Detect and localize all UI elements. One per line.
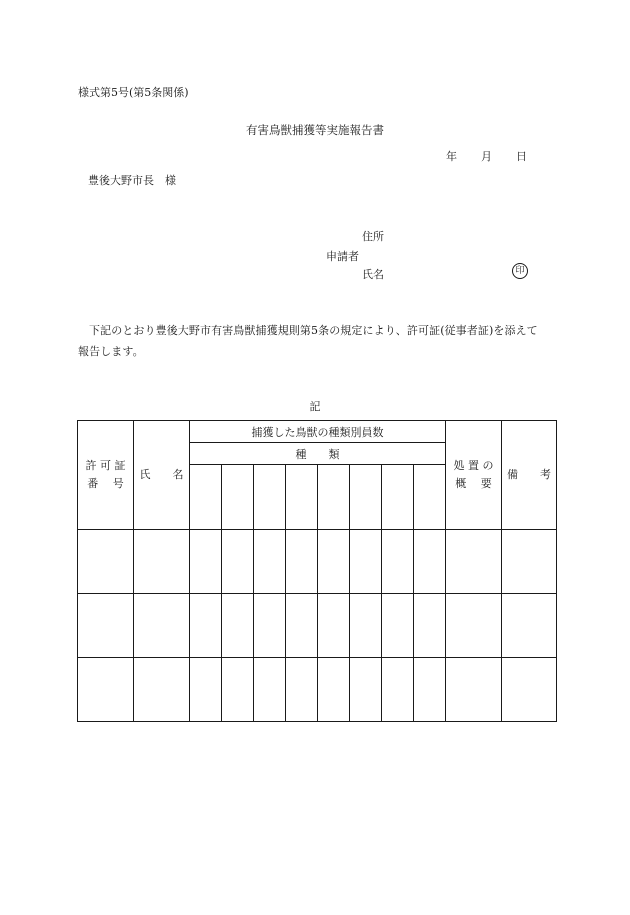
cell-count[interactable] <box>222 594 254 658</box>
date-month: 月 <box>481 150 492 163</box>
seal-mark: 印 <box>512 263 528 279</box>
cell-permit-number[interactable] <box>78 658 134 722</box>
cell-count[interactable] <box>414 658 446 722</box>
cell-count[interactable] <box>190 530 222 594</box>
header-permit-line2: 番 号 <box>87 477 124 490</box>
header-remarks: 備 考 <box>502 421 557 530</box>
cell-count[interactable] <box>318 658 350 722</box>
cell-count[interactable] <box>190 594 222 658</box>
header-name: 氏 名 <box>134 421 190 530</box>
cell-count[interactable] <box>254 658 286 722</box>
species-cell[interactable] <box>190 465 222 530</box>
species-cell[interactable] <box>350 465 382 530</box>
date-day: 日 <box>516 150 527 163</box>
cell-remarks[interactable] <box>502 530 557 594</box>
body-text: 下記のとおり豊後大野市有害鳥獣捕獲規則第5条の規定により、許可証(従事者証)を添えて報告します。 <box>78 324 538 358</box>
cell-name[interactable] <box>134 658 190 722</box>
table-row <box>78 530 557 594</box>
cell-count[interactable] <box>254 530 286 594</box>
cell-count[interactable] <box>190 658 222 722</box>
cell-permit-number[interactable] <box>78 530 134 594</box>
cell-count[interactable] <box>350 594 382 658</box>
cell-count[interactable] <box>286 658 318 722</box>
cell-disposal[interactable] <box>446 530 502 594</box>
cell-count[interactable] <box>222 530 254 594</box>
header-catch-count: 捕獲した鳥獣の種類別員数 <box>190 421 446 443</box>
species-cell[interactable] <box>254 465 286 530</box>
date-year: 年 <box>446 150 457 163</box>
cell-count[interactable] <box>286 530 318 594</box>
cell-count[interactable] <box>254 594 286 658</box>
cell-count[interactable] <box>222 658 254 722</box>
cell-name[interactable] <box>134 594 190 658</box>
header-species: 種 類 <box>190 443 446 465</box>
report-table <box>77 420 557 722</box>
species-cell[interactable] <box>382 465 414 530</box>
cell-count[interactable] <box>286 594 318 658</box>
header-disposal-line2: 概 要 <box>455 477 492 490</box>
cell-count[interactable] <box>414 594 446 658</box>
header-disposal <box>446 421 502 530</box>
cell-disposal[interactable] <box>446 658 502 722</box>
species-cell[interactable] <box>318 465 350 530</box>
name-label: 氏名 <box>362 268 384 281</box>
addressee: 豊後大野市長 様 <box>88 174 176 187</box>
table-row <box>78 658 557 722</box>
cell-disposal[interactable] <box>446 594 502 658</box>
species-cell[interactable] <box>286 465 318 530</box>
cell-count[interactable] <box>318 594 350 658</box>
cell-count[interactable] <box>382 594 414 658</box>
header-permit-line1: 許 可 証 <box>85 459 126 472</box>
species-cell[interactable] <box>414 465 446 530</box>
cell-count[interactable] <box>318 530 350 594</box>
cell-count[interactable] <box>350 530 382 594</box>
header-disposal-line1: 処 置 の <box>453 459 494 472</box>
species-cell[interactable] <box>222 465 254 530</box>
cell-name[interactable] <box>134 530 190 594</box>
table-row <box>78 594 557 658</box>
document-title: 有害鳥獣捕獲等実施報告書 <box>246 123 384 137</box>
cell-count[interactable] <box>350 658 382 722</box>
cell-count[interactable] <box>382 530 414 594</box>
cell-count[interactable] <box>382 658 414 722</box>
cell-remarks[interactable] <box>502 658 557 722</box>
form-number: 様式第5号(第5条関係) <box>78 86 189 99</box>
ki-heading: 記 <box>309 400 321 413</box>
header-permit-number <box>78 421 134 530</box>
cell-permit-number[interactable] <box>78 594 134 658</box>
applicant-label: 申請者 <box>326 250 359 263</box>
cell-remarks[interactable] <box>502 594 557 658</box>
cell-count[interactable] <box>414 530 446 594</box>
address-label: 住所 <box>362 230 384 243</box>
